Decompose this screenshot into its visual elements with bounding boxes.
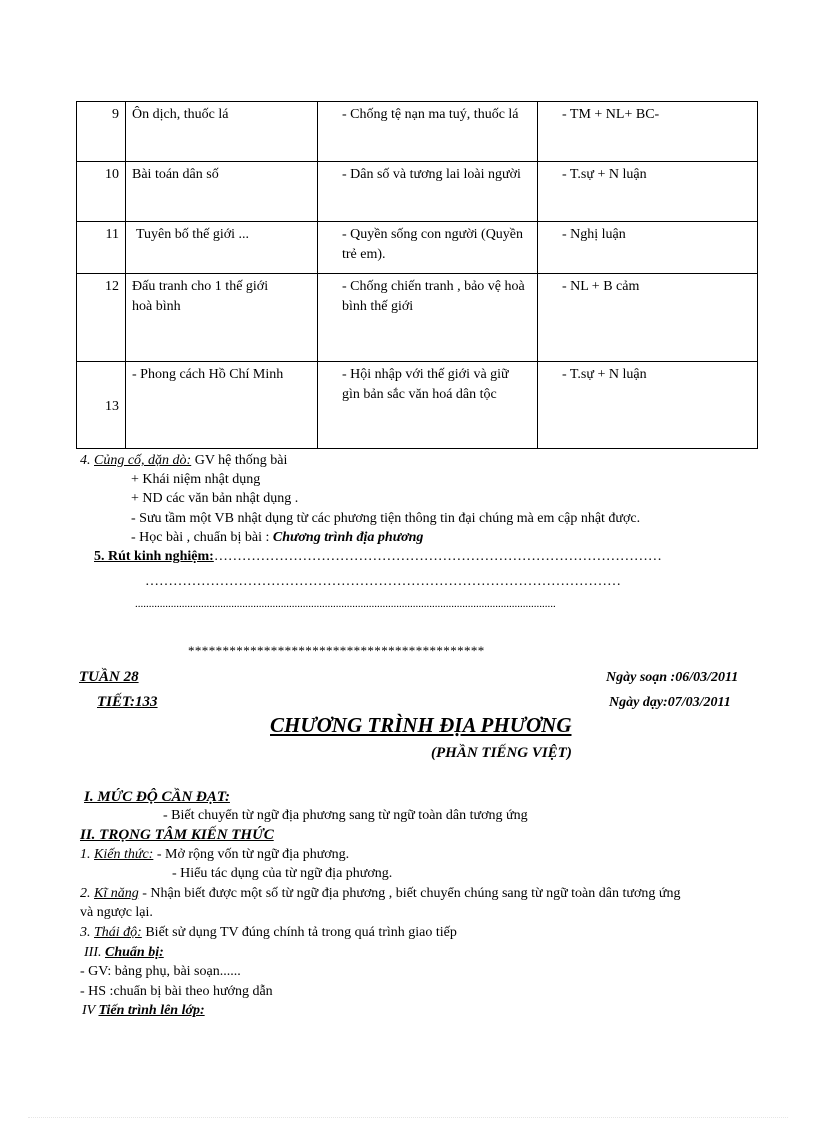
experience-dots: …………………………………………………………………………………… <box>213 549 662 564</box>
lesson-name-cell: Ôn dịch, thuốc lá <box>126 102 318 162</box>
preparation-line <box>84 945 164 961</box>
preparation-gv: - GV: bảng phụ, bài soạn...... <box>80 964 241 979</box>
skill-number: 2. <box>80 886 94 901</box>
list-item-next-lesson <box>131 530 423 546</box>
list-item: + Khái niệm nhật dụng <box>131 472 261 487</box>
knowledge-text: - Mở rộng vốn từ ngữ địa phương. <box>153 847 350 862</box>
row-number: 13 <box>77 362 126 449</box>
method-cell: - T.sự + N luận <box>538 162 758 222</box>
table-row <box>77 222 758 274</box>
content-cell: - Chống tệ nạn ma tuý, thuốc lá <box>318 102 538 162</box>
separator: ******************************************* <box>188 643 485 658</box>
prep-date: Ngày soạn :06/03/2011 <box>606 670 739 685</box>
row-number: 12 <box>77 274 126 362</box>
attitude-line <box>80 925 457 941</box>
lesson-title: CHƯƠNG TRÌNH ĐỊA PHƯƠNG <box>270 713 572 737</box>
table-row <box>77 162 758 222</box>
method-cell: - TM + NL+ BC- <box>538 102 758 162</box>
lesson-table <box>76 101 758 449</box>
attitude-number: 3. <box>80 925 94 940</box>
content-cell: - Quyền sống con người (Quyền trẻ em). <box>318 222 538 274</box>
content-cell: - Hội nhập với thế giới và giữ gìn bản sắc văn hoá dân tộc <box>318 362 538 449</box>
preparation-heading: Chuẩn bị: <box>105 945 164 960</box>
preparation-number: III. <box>84 945 105 960</box>
attitude-heading: Thái độ: <box>94 925 142 940</box>
content-cell: - Dân số và tương lai loài người <box>318 162 538 222</box>
next-lesson-prefix: - Học bài , chuẩn bị bài : <box>131 530 273 545</box>
knowledge-line <box>80 847 349 863</box>
lesson-name-cell: Tuyên bố thế giới ... <box>126 222 318 274</box>
skill-text: - Nhận biết được một số từ ngữ địa phương , biết chuyển chúng sang từ ngữ toàn dân tương ứng <box>138 886 681 901</box>
list-item: - Sưu tầm một VB nhật dụng từ các phương tiện thông tin đại chúng mà em cập nhật được. <box>131 511 641 526</box>
objectives-heading: I. MỨC ĐỘ CẦN ĐẠT: <box>84 789 230 805</box>
knowledge-number: 1. <box>80 847 94 862</box>
focus-heading: II. TRỌNG TÂM KIẾN THỨC <box>80 827 274 843</box>
week-label: TUẦN 28 <box>79 669 139 685</box>
teach-date: Ngày dạy:07/03/2011 <box>609 695 731 710</box>
experience-dots: ......................................................................................................................................................... <box>135 598 556 610</box>
lesson-name-cell: Bài toán dân số <box>126 162 318 222</box>
period-label: TIẾT:133 <box>97 694 158 710</box>
knowledge-text-2: - Hiểu tác dụng của từ ngữ địa phương. <box>172 866 393 881</box>
page-edge-divider <box>28 1117 788 1118</box>
procedure-heading: Tiến trình lên lớp: <box>98 1003 205 1018</box>
consolidate-text: GV hệ thống bài <box>191 453 288 468</box>
lesson-subtitle: (PHẦN TIẾNG VIỆT) <box>431 745 572 761</box>
method-cell: - T.sự + N luận <box>538 362 758 449</box>
consolidate-number: 4. <box>80 453 94 468</box>
skill-line <box>80 886 680 902</box>
skill-text-2: và ngược lại. <box>80 905 153 920</box>
lesson-name-cell: - Phong cách Hồ Chí Minh <box>126 362 318 449</box>
content-cell: - Chống chiến tranh , bảo vệ hoà bình thế giới <box>318 274 538 362</box>
knowledge-heading: Kiến thức: <box>94 847 154 862</box>
consolidate-line <box>80 453 287 469</box>
row-number: 10 <box>77 162 126 222</box>
experience-line <box>94 549 662 565</box>
row-number: 9 <box>77 102 126 162</box>
consolidate-heading: Củng cố, dặn dò: <box>94 453 192 468</box>
objectives-text: - Biết chuyển từ ngữ địa phương sang từ ngữ toàn dân tương ứng <box>163 808 528 823</box>
attitude-text: Biết sử dụng TV đúng chính tả trong quá trình giao tiếp <box>141 925 457 940</box>
method-cell: - NL + B cảm <box>538 274 758 362</box>
experience-dots: ………………………………………………………………………………………… <box>145 574 621 589</box>
procedure-line <box>82 1003 205 1019</box>
skill-heading: Kĩ năng <box>94 886 139 901</box>
row-number: 11 <box>77 222 126 274</box>
experience-heading: 5. Rút kinh nghiệm: <box>94 549 214 564</box>
lesson-name-cell: Đấu tranh cho 1 thế giới hoà bình <box>126 274 318 362</box>
table-row <box>77 274 758 362</box>
table-row <box>77 102 758 162</box>
method-cell: - Nghị luận <box>538 222 758 274</box>
procedure-number: IV <box>82 1003 99 1018</box>
next-lesson-name: Chương trình địa phương <box>272 530 424 545</box>
table-row <box>77 362 758 449</box>
list-item: + ND các văn bản nhật dụng . <box>131 491 299 506</box>
preparation-hs: - HS :chuẩn bị bài theo hướng dẫn <box>80 984 273 999</box>
